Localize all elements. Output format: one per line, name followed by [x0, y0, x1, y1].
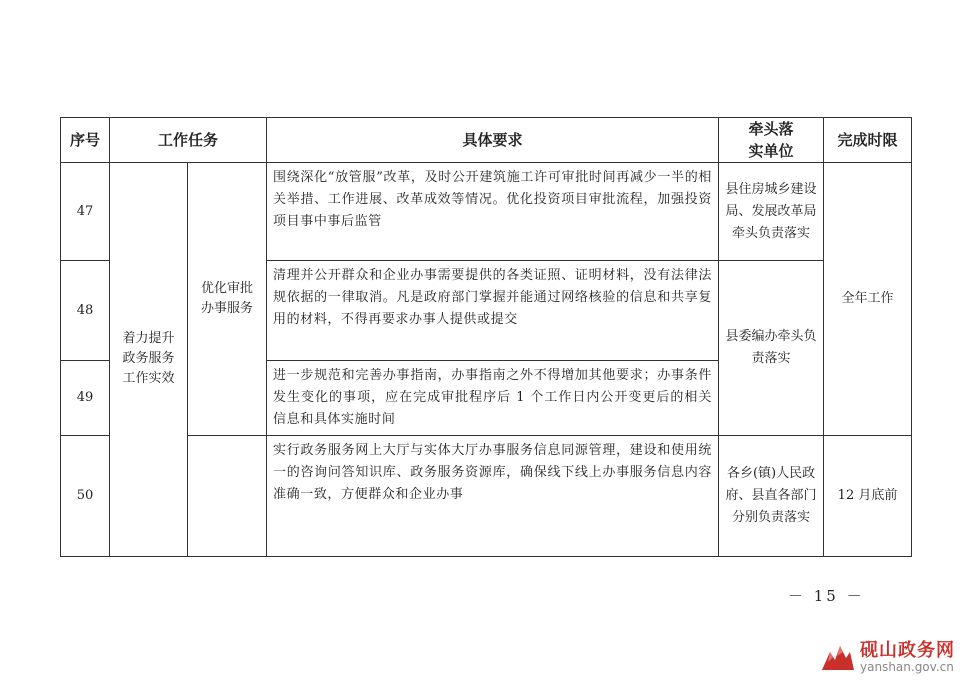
page-number: － 15 －	[788, 587, 865, 605]
task-level1-cell	[110, 163, 188, 557]
header-no: 序号	[61, 118, 110, 163]
work-task-table	[60, 117, 912, 557]
header-task: 工作任务	[110, 118, 267, 163]
table-header-row	[61, 118, 912, 163]
requirement-cell: 进一步规范和完善办事指南，办事指南之外不得增加其他要求；办事条件发生变化的事项，应在完成审批程序后 1 个工作日内公开变更后的相关信息和具体实施时间	[267, 361, 719, 436]
requirement-cell: 围绕深化“放管服”改革，及时公开建筑施工许可审批时间再减少一半的相关举措、工作进展、改革成效等情况。优化投资项目审批流程，加强投资项目事中事后监管	[267, 163, 719, 261]
lead-unit-text: 各乡(镇)人民政府、县直各部门分别负责落实	[725, 466, 817, 525]
requirement-cell: 实行政务服务网上大厅与实体大厅办事服务信息同源管理，建设和使用统一的咨询问答知识库、政务服务资源库，确保线下线上办事服务信息内容准确一致，方便群众和企业办事	[267, 436, 719, 557]
watermark-site-name: 砚山政务网	[860, 640, 955, 661]
row-number: 50	[61, 436, 110, 557]
table-row	[61, 163, 912, 261]
task-level2-text: 优化审批办事服务	[200, 280, 253, 316]
requirement-cell: 清理并公开群众和企业办事需要提供的各类证照、证明材料，没有法律法规依据的一律取消。凡是政府部门掌握并能通过网络核验的信息和共享复用的材料，不得再要求办事人提供或提交	[267, 261, 719, 361]
row-number: 48	[61, 261, 110, 361]
header-lead-unit-text: 牵头落实单位	[748, 120, 794, 160]
lead-unit-cell	[719, 261, 824, 436]
task-level2-cell	[188, 163, 267, 436]
mountain-logo-icon	[820, 638, 856, 674]
header-lead-unit	[719, 118, 824, 163]
watermark-site-url: yanshan.gov.cn	[860, 660, 954, 674]
lead-unit-text: 县委编办牵头负责落实	[725, 329, 817, 366]
row-number: 49	[61, 361, 110, 436]
site-watermark	[820, 636, 965, 680]
row-number: 47	[61, 163, 110, 261]
deadline-cell: 12 月底前	[824, 436, 912, 557]
deadline-cell-shared: 全年工作	[824, 163, 912, 436]
header-deadline: 完成时限	[824, 118, 912, 163]
lead-unit-cell	[719, 163, 824, 261]
lead-unit-text: 县住房城乡建设局、发展改革局牵头负责落实	[725, 181, 817, 241]
table-row	[61, 436, 912, 557]
header-requirement: 具体要求	[267, 118, 719, 163]
lead-unit-cell	[719, 436, 824, 557]
task-level2-empty-cell	[188, 436, 267, 557]
task-level1-text: 着力提升政务服务工作实效	[122, 331, 175, 386]
